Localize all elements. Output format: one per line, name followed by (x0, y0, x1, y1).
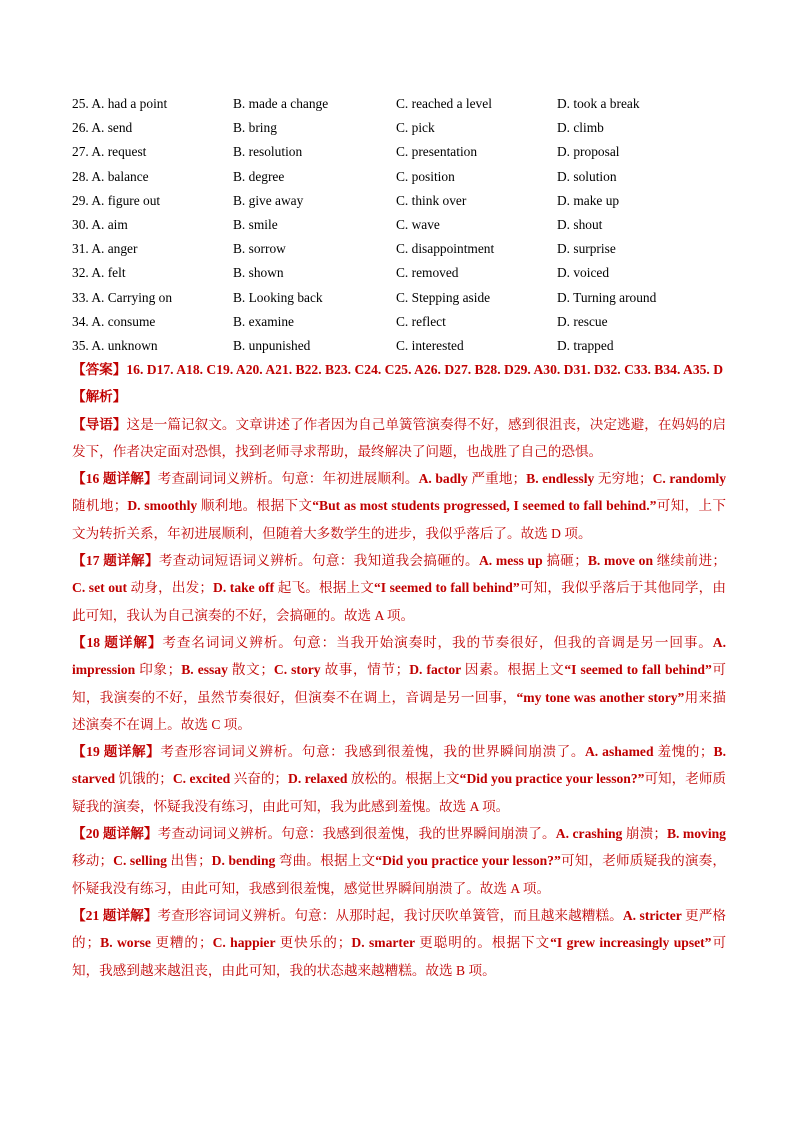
option-c: C. position (396, 168, 455, 184)
detail-text: 可知，我演奏的不好，虽然节奏很好，但演奏不在调上，音调是另一回事， (72, 662, 726, 705)
detail-text: 可知，上下文为转折关系，年初进展顺利，但随着大多数学生的进步，我似乎落后了。故选 D 项。 (72, 498, 727, 541)
option-a: 26. A. send (72, 120, 133, 136)
detail-text: 更快乐的； (279, 935, 352, 951)
detail-text: 顺利地。根据下文 (200, 498, 313, 514)
option-d: D. voiced (557, 265, 610, 281)
option-a: 33. A. Carrying on (72, 289, 173, 305)
detail-term: B. move on (587, 553, 657, 569)
option-a: 35. A. unknown (72, 337, 158, 353)
option-c: C. removed (396, 265, 459, 281)
detail-list (72, 465, 726, 984)
detail-term: B. endlessly (526, 471, 598, 487)
detail-text: 因素。根据上文 (464, 662, 565, 678)
intro-paragraph (72, 411, 726, 466)
option-row (72, 213, 732, 237)
detail-term: A. crashing (555, 826, 626, 842)
detail-term: A. badly (418, 471, 472, 487)
detail-text: 考查动词词义辨析。句意：我感到很羞愧，我的世界瞬间崩溃了。 (157, 826, 556, 842)
option-b: B. resolution (233, 144, 303, 160)
detail-text: 动身，出发； (130, 580, 214, 596)
detail-text: 可知，老师质疑我的演奏，怀疑我没有练习，由此可知，我为此感到羞愧。故选 A 项。 (72, 771, 727, 814)
option-c: C. reached a level (396, 96, 492, 112)
detail-text: 印象； (139, 662, 182, 678)
detail-text: 兴奋的； (233, 771, 289, 787)
option-d: D. shout (557, 217, 603, 233)
option-b: B. examine (233, 313, 294, 329)
intro-tag: 【导语】 (72, 416, 127, 432)
detail-text: 更聪明的。根据下文 (419, 935, 551, 951)
detail-text: 起飞。根据上文 (277, 580, 374, 596)
detail-term: A. ashamed (584, 744, 658, 760)
option-row (72, 334, 732, 358)
detail-text: 饥饿的； (118, 771, 173, 787)
detail-term: D. smarter (351, 935, 420, 951)
option-b: B. unpunished (233, 337, 311, 353)
detail-term: C. happier (212, 935, 280, 951)
option-d: D. make up (557, 192, 620, 208)
detail-paragraph (72, 902, 726, 984)
detail-term: D. smoothly (127, 498, 201, 514)
detail-text: 出售； (170, 853, 212, 869)
detail-text: 可知，我感到越来越沮丧，由此可知，我的状态越来越糟糕。故选 B 项。 (72, 935, 727, 978)
option-a: 29. A. figure out (72, 192, 161, 208)
option-b: B. give away (233, 192, 304, 208)
option-b: B. smile (233, 217, 278, 233)
detail-text: 搞砸； (546, 553, 588, 569)
detail-tag: 【19 题详解】 (72, 744, 161, 760)
detail-term: A. mess up (478, 553, 547, 569)
option-row (72, 165, 732, 189)
option-c: C. pick (396, 120, 435, 136)
option-a: 30. A. aim (72, 217, 128, 233)
detail-text: 考查形容词词义辨析。句意：我感到很羞愧，我的世界瞬间崩溃了。 (160, 744, 585, 760)
detail-text: 移动； (72, 853, 114, 869)
option-d: D. proposal (557, 144, 620, 160)
detail-term: “But as most students progressed, I seemed to fall behind.” (312, 498, 657, 514)
option-a: 28. A. balance (72, 168, 149, 184)
detail-text: 随机地； (72, 498, 128, 514)
option-a: 27. A. request (72, 144, 147, 160)
option-d: D. climb (557, 120, 604, 136)
detail-text: 严重地； (471, 471, 527, 487)
detail-text: 无穷地； (597, 471, 653, 487)
detail-text: 考查形容词词义辨析。句意：从那时起，我讨厌吹单簧管，而且越来越糟糕。 (157, 907, 623, 923)
detail-paragraph (72, 820, 726, 902)
detail-tag: 【16 题详解】 (72, 471, 158, 487)
option-c: C. wave (396, 217, 440, 233)
answer-tag: 【答案】 (72, 362, 127, 377)
intro-text: 这是一篇记叙文。文章讲述了作者因为自己单簧管演奏得不好，感到很沮丧，决定逃避，在妈妈的启发下，作者决定面对恐惧，找到老师寻求帮助，最终解决了问题，也战胜了自己的恐惧。 (72, 416, 727, 459)
detail-text: 散文； (231, 662, 274, 678)
option-c: C. presentation (396, 144, 478, 160)
detail-term: D. factor (409, 662, 465, 678)
detail-term: C. randomly (652, 471, 726, 487)
option-c: C. Stepping aside (396, 289, 491, 305)
option-row (72, 189, 732, 213)
option-a: 25. A. had a point (72, 96, 168, 112)
option-c: C. disappointment (396, 241, 495, 257)
detail-term: D. take off (213, 580, 278, 596)
detail-text: 继续前进； (656, 553, 727, 569)
detail-term: B. starved (72, 744, 726, 787)
detail-term: C. selling (113, 853, 171, 869)
detail-text: 考查动词短语词义辨析。句意：我知道我会搞砸的。 (158, 553, 479, 569)
detail-term: B. essay (181, 662, 232, 678)
detail-term: “I grew increasingly upset” (550, 935, 712, 951)
option-row (72, 140, 732, 164)
detail-tag: 【20 题详解】 (72, 826, 158, 842)
option-d: D. trapped (557, 337, 614, 353)
detail-text: 更糟的； (155, 935, 213, 951)
detail-term: “I seemed to fall behind” (373, 580, 520, 596)
detail-term: “I seemed to fall behind” (564, 662, 712, 678)
option-a: 31. A. anger (72, 241, 138, 257)
option-b: B. sorrow (233, 241, 286, 257)
detail-term: A. stricter (622, 907, 686, 923)
option-b: B. bring (233, 120, 277, 136)
detail-text: 考查名词词义辨析。句意：当我开始演奏时，我的节奏很好，但我的音调是另一回事。 (162, 634, 713, 650)
detail-paragraph (72, 738, 726, 820)
detail-term: D. relaxed (288, 771, 351, 787)
detail-text: 考查副词词义辨析。句意：年初进展顺利。 (157, 471, 419, 487)
option-row (72, 237, 732, 261)
detail-term: C. excited (172, 771, 234, 787)
option-d: D. rescue (557, 313, 608, 329)
detail-term: D. bending (211, 853, 279, 869)
detail-term: C. set out (72, 580, 131, 596)
detail-text: 崩溃； (625, 826, 667, 842)
detail-tag: 【21 题详解】 (72, 907, 158, 923)
option-row (72, 310, 732, 334)
detail-text: 更严格的； (72, 907, 727, 951)
detail-text: 羞愧的； (657, 744, 714, 760)
detail-term: B. moving (666, 826, 726, 842)
option-c: C. reflect (396, 313, 446, 329)
detail-paragraph (72, 629, 726, 738)
detail-text: 故事，情节； (324, 662, 410, 678)
detail-paragraph (72, 465, 726, 547)
detail-term: C. story (273, 662, 325, 678)
detail-text: 可知，老师质疑我的演奏，怀疑我没有练习，由此可知，我感到很羞愧，感觉世界瞬间崩溃了。故选 A 项。 (72, 853, 727, 896)
detail-term: “my tone was another story” (516, 689, 685, 705)
answer-options-table (72, 92, 732, 358)
detail-text: 放松的。根据上文 (350, 771, 460, 787)
answer-key (72, 356, 726, 383)
option-row (72, 286, 732, 310)
answer-text: 16. D17. A18. C19. A20. A21. B22. B23. C24. C25. A26. D27. B28. D29. A30. D31. D32. C33. B34. A35. D (126, 362, 724, 377)
detail-text: 可知，我似乎落后于其他同学，由此可知，我认为自己演奏的不好，会搞砸的。故选 A 项。 (72, 580, 726, 623)
detail-term: “Did you practice your lesson?” (459, 771, 645, 787)
option-c: C. think over (396, 192, 467, 208)
option-a: 34. A. consume (72, 313, 156, 329)
option-b: B. shown (233, 265, 284, 281)
option-row (72, 261, 732, 285)
option-d: D. solution (557, 168, 617, 184)
analysis-label: 【解析】 (72, 389, 127, 405)
detail-text: 弯曲。根据上文 (278, 853, 376, 869)
detail-term: “Did you practice your lesson?” (375, 853, 561, 869)
option-row (72, 92, 732, 116)
option-c: C. interested (396, 337, 464, 353)
answer-explanation (72, 356, 726, 984)
option-d: D. surprise (557, 241, 616, 257)
option-d: D. Turning around (557, 289, 657, 305)
detail-tag: 【18 题详解】 (72, 634, 163, 650)
option-a: 32. A. felt (72, 265, 126, 281)
detail-term: A. impression (72, 634, 727, 678)
analysis-label-line (72, 383, 726, 410)
option-b: B. Looking back (233, 289, 323, 305)
option-b: B. made a change (233, 96, 329, 112)
option-row (72, 116, 732, 140)
detail-text: 用来描述演奏不在调上。故选 C 项。 (72, 689, 726, 732)
detail-term: B. worse (100, 935, 156, 951)
option-b: B. degree (233, 168, 285, 184)
detail-tag: 【17 题详解】 (72, 553, 159, 569)
option-d: D. took a break (557, 96, 640, 112)
detail-paragraph (72, 547, 726, 629)
